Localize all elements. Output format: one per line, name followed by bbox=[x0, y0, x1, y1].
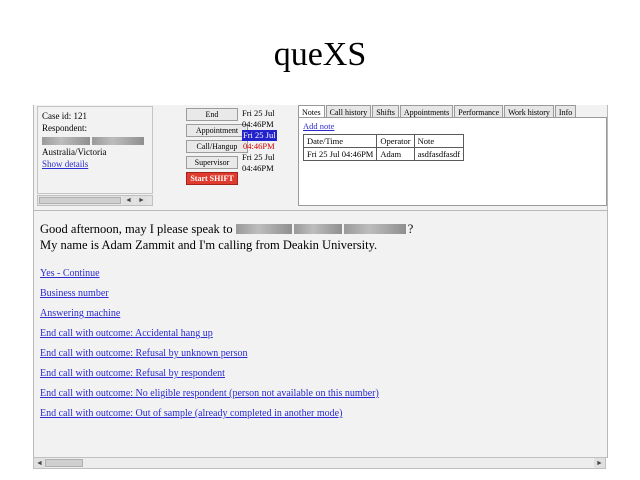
call-hangup-button[interactable]: Call/Hangup bbox=[186, 140, 248, 153]
highlighted-date: Fri 25 Jul bbox=[243, 130, 276, 140]
answer-options-list bbox=[40, 267, 607, 420]
scrollbar-thumb[interactable] bbox=[39, 197, 121, 204]
action-button-column bbox=[186, 108, 240, 188]
add-note-link[interactable]: Add note bbox=[303, 121, 335, 131]
case-info-box bbox=[37, 106, 153, 194]
script-line-1 bbox=[40, 221, 607, 237]
answer-out-of-sample[interactable]: End call with outcome: Out of sample (already completed in another mode) bbox=[40, 408, 343, 419]
supervisor-button[interactable]: Supervisor bbox=[186, 156, 238, 169]
redaction-bar bbox=[344, 224, 406, 234]
respondent-label: Respondent: bbox=[42, 123, 87, 133]
scroll-right-arrow-icon[interactable]: ► bbox=[594, 458, 605, 468]
redaction-bar bbox=[236, 224, 292, 234]
page-horizontal-scrollbar[interactable] bbox=[33, 457, 606, 469]
cell-note: asdfasdfasdf bbox=[414, 148, 463, 161]
table-header-row bbox=[304, 135, 464, 148]
application-panel bbox=[33, 105, 608, 458]
top-region bbox=[34, 105, 607, 210]
answer-accidental-hangup[interactable]: End call with outcome: Accidental hang up bbox=[40, 328, 213, 339]
current-time: 04:46PM bbox=[242, 119, 274, 129]
column-header-operator: Operator bbox=[377, 135, 414, 148]
scroll-left-arrow-icon[interactable]: ◄ bbox=[123, 196, 134, 205]
tab-appointments[interactable]: Appointments bbox=[400, 105, 453, 118]
start-shift-button[interactable]: Start SHIFT bbox=[186, 172, 238, 185]
answer-answering-machine[interactable]: Answering machine bbox=[40, 308, 121, 319]
tabs-region bbox=[298, 105, 607, 206]
answer-no-eligible-respondent[interactable]: End call with outcome: No eligible respondent (person not available on this number) bbox=[40, 388, 379, 399]
answer-refusal-unknown-person[interactable]: End call with outcome: Refusal by unknown person bbox=[40, 348, 248, 359]
current-date: Fri 25 Jul bbox=[242, 108, 275, 118]
case-id-value: 121 bbox=[73, 111, 87, 121]
column-header-note: Note bbox=[414, 135, 463, 148]
case-box-scrollbar[interactable] bbox=[37, 195, 153, 206]
table-row bbox=[304, 148, 464, 161]
tab-shifts[interactable]: Shifts bbox=[372, 105, 399, 118]
tab-performance[interactable]: Performance bbox=[454, 105, 503, 118]
redaction-bar bbox=[92, 137, 144, 145]
secondary-date: Fri 25 Jul bbox=[242, 152, 275, 162]
highlighted-time: 04:46PM bbox=[243, 141, 275, 151]
page-title: queXS bbox=[273, 36, 367, 73]
answer-refusal-respondent[interactable]: End call with outcome: Refusal by respondent bbox=[40, 368, 225, 379]
scroll-left-arrow-icon[interactable]: ◄ bbox=[34, 458, 45, 468]
answer-yes-continue[interactable]: Yes - Continue bbox=[40, 268, 100, 279]
tab-notes[interactable]: Notes bbox=[298, 105, 325, 118]
show-details-label[interactable]: Show details bbox=[42, 159, 89, 169]
show-details-link[interactable] bbox=[42, 158, 148, 170]
cell-datetime: Fri 25 Jul 04:46PM bbox=[304, 148, 377, 161]
tab-work-history[interactable]: Work history bbox=[504, 105, 554, 118]
column-header-datetime: Date/Time bbox=[304, 135, 377, 148]
scrollbar-thumb[interactable] bbox=[45, 459, 83, 467]
script-line-1-prefix: Good afternoon, may I please speak to bbox=[40, 222, 236, 236]
datetime-block bbox=[242, 108, 286, 174]
redaction-bar bbox=[42, 137, 90, 145]
notes-panel bbox=[298, 117, 607, 206]
tab-call-history[interactable]: Call history bbox=[326, 105, 372, 118]
redaction-bar bbox=[294, 224, 342, 234]
notes-table bbox=[303, 134, 464, 161]
scroll-right-arrow-icon[interactable]: ► bbox=[136, 196, 147, 205]
case-id-label: Case id: bbox=[42, 111, 72, 121]
case-id-line bbox=[42, 110, 148, 122]
appointment-button[interactable]: Appointment bbox=[186, 124, 248, 137]
script-area bbox=[34, 211, 607, 457]
respondent-value-redacted bbox=[42, 134, 148, 146]
answer-business-number[interactable]: Business number bbox=[40, 288, 109, 299]
script-line-1-suffix: ? bbox=[407, 222, 414, 236]
case-location: Australia/Victoria bbox=[42, 147, 107, 157]
tab-info[interactable]: Info bbox=[555, 105, 576, 118]
end-button[interactable]: End bbox=[186, 108, 238, 121]
script-line-2: My name is Adam Zammit and I'm calling from Deakin University. bbox=[40, 238, 378, 252]
secondary-time: 04:46PM bbox=[242, 163, 274, 173]
cell-operator: Adam bbox=[377, 148, 414, 161]
